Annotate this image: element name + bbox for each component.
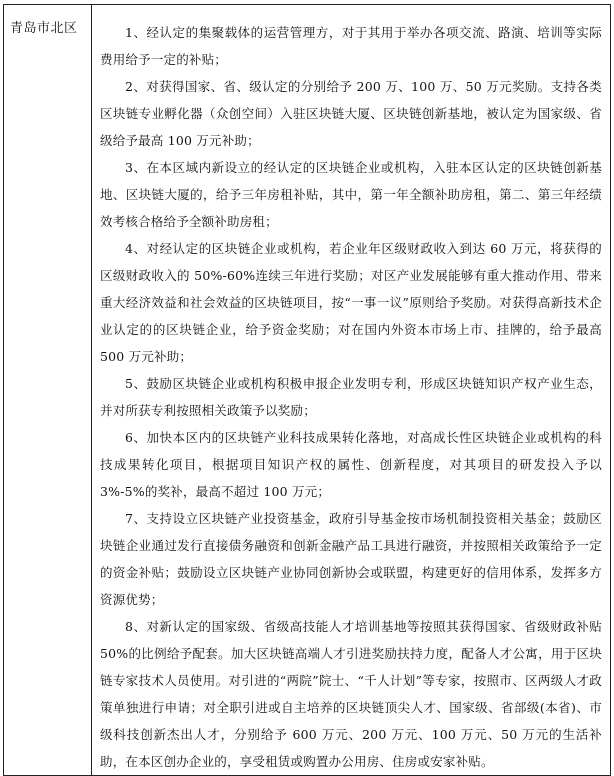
clause-7: 7、支持设立区块链产业投资基金，政府引导基金按市场机制投资相关基金；鼓励区块链企业通过发行直接债务融资和创新金融产品工具进行融资，并按照相关政策给予一定的资金补贴；鼓励设立区块链产业协同创新协会或联盟，构建更好的信用体系，发挥多方资源优势； [100, 511, 602, 607]
clause-2: 2、对获得国家、省、级认定的分别给予 200 万、100 万、50 万元奖励。支持各类区块链专业孵化器（众创空间）入驻区块链大厦、区块链创新基地，被认定为国家级、省级给予最高 100 万元补助； [100, 79, 602, 148]
clause-3: 3、在本区域内新设立的经认定的区块链企业或机构，入驻本区认定的区块链创新基地、区块链大厦的，给予三年房租补贴，其中，第一年全额补助房租，第二、第三年经绩效考核合格给予全额补助房租； [100, 160, 602, 229]
clause-6: 6、加快本区内的区块链产业科技成果转化落地，对高成长性区块链企业或机构的科技成果转化项目，根据项目知识产权的属性、创新程度，对其项目的研发投入予以 3%-5%的奖补，最高不超过 100 万元； [100, 430, 602, 499]
clause-5: 5、鼓励区块链企业或机构积极申报企业发明专利，形成区块链知识产权产业生态，并对所获专利按照相关政策予以奖励； [100, 376, 602, 418]
clause-4: 4、对经认定的区块链企业或机构，若企业年区级财政收入到达 60 万元，将获得的区级财政收入的 50%-60%连续三年进行奖励；对区产业发展能够有重大推动作用、带来重大经济效益和社会效益的区块链项目，按“一事一议”原则给予奖励。对获得高新技术企业认定的的区块链企业，给予资金奖励；对在国内外资本市场上市、挂牌的，给予最高 500 万元补助； [100, 241, 602, 364]
clause-8: 8、对新认定的国家级、省级高技能人才培训基地等按照其获得国家、省级财政补贴 50%的比例给予配套。加大区块链高端人才引进奖励扶持力度，配备人才公寓，用于区块链专家技术人员使用。对引进的“两院”院士、“千人计划”等专家，按照市、区两级人才政策单独进行申请；对全职引进或自主培养的区块链顶尖人才、国家级、省部级(本省)、市级科技创新杰出人才，分别给予 600 万元、200 万元、100 万元、50 万元的生活补助，在本区创办企业的，享受租赁或购置办公用房、住房或安家补贴。 [100, 619, 602, 769]
content-cell [92, 5, 611, 776]
clause-1: 1、经认定的集聚载体的运营管理方，对于其用于举办各项交流、路演、培训等实际费用给予一定的补贴； [100, 25, 602, 67]
policy-table [3, 4, 611, 776]
region-label: 青岛市北区 [10, 21, 78, 36]
clause-list [92, 5, 610, 775]
region-cell [4, 5, 92, 776]
table-row [4, 5, 611, 776]
